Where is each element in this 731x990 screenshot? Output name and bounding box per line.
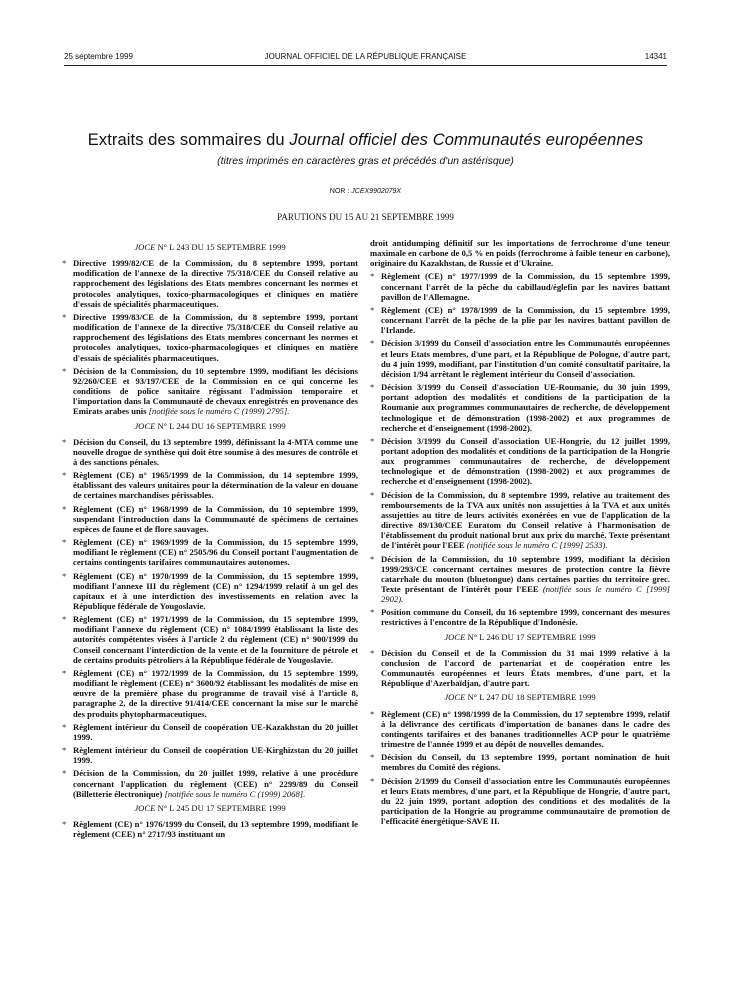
left-column: [62, 238, 358, 842]
asterisk-marker: *: [370, 435, 375, 446]
section-heading: [370, 692, 670, 702]
entry-text: Décision de la Commission, du 20 juillet 1999, relative à une procédure concernant l'application du règlement (CEE) n° 2299/89 du Conseil (Billetterie électronique): [73, 768, 358, 799]
section-journal-abbr: JOCE: [134, 420, 156, 431]
asterisk-marker: *: [62, 537, 67, 548]
entry-item: [62, 504, 358, 534]
asterisk-marker: *: [62, 768, 67, 779]
section-journal-abbr: JOCE: [134, 242, 156, 252]
entry-text: Décision de la Commission, du 10 septembre 1999, modifiant les décisions 92/260/CEE et 93/197/CEE de la Commission en ce qui concerne les conditions de police sanitaire régissant l'admission temporaire et l'importation dans la Communauté de chevaux enregistrés en provenance des Emirats arabes unis: [73, 365, 358, 417]
header-page-number: 14341: [644, 52, 667, 61]
entry-text: Règlement intérieur du Conseil de coopération UE-Kirghizstan du 20 juillet 1999.: [73, 745, 358, 766]
asterisk-marker: *: [370, 775, 375, 786]
asterisk-marker: *: [62, 470, 67, 481]
asterisk-marker: *: [370, 647, 375, 658]
entry-text: Directive 1999/83/CE de la Commission, du 8 septembre 1999, portant modification de l'annexe de la directive 75/318/CEE du Conseil relative au rapprochement des législations des Etats membres concernant les normes et protocoles analytiques, toxico-pharmacologiques et cliniques en matière d'essais de spécialités pharmaceutiques.: [73, 311, 358, 363]
entry-text: Décision 3/1999 du Conseil d'association UE-Roumanie, du 30 juin 1999, portant adoption des modalités et conditions de la participation de la Roumanie aux programmes communautaires de recherche, de développement technologique et de démonstration (1998-2002) et aux programmes de recherche et d'enseignement (1998-2002).: [381, 382, 670, 433]
entry-text: Règlement (CE) n° 1969/1999 de la Commission, du 15 septembre 1999, modifiant le règlement (CE) n° 2505/96 du Conseil portant l'augmentation de certains contingents tarifaires communautaires autonomes.: [73, 537, 358, 568]
entry-item: [370, 554, 670, 605]
entry-item: [62, 470, 358, 500]
asterisk-marker: *: [370, 304, 375, 315]
entry-text: Décision 3/1999 du Conseil d'association UE-Hongrie, du 12 juillet 1999, portant adoption des modalités et conditions de la participation de la Hongrie aux programmes communautaires de recherche, de développement technologique et de démonstration (1998-2002) et aux programmes de recherche et d'enseignement (1998-2002).: [381, 435, 670, 487]
entry-item: [62, 745, 358, 765]
nor-reference: [0, 188, 731, 195]
entry-item: [62, 537, 358, 567]
title-italic: Journal officiel des Communautés européennes: [289, 131, 644, 149]
asterisk-marker: *: [62, 818, 67, 829]
header-rule: [64, 65, 667, 66]
section-journal-abbr: JOCE: [134, 802, 156, 813]
section-journal-abbr: JOCE: [444, 631, 466, 642]
entry-item: [370, 436, 670, 487]
entry-item: [62, 571, 358, 612]
entry-text: Règlement (CE) n° 1978/1999 de la Commission, du 15 septembre 1999, concernant l'arrêt de la pêche de la plie par les navires battant pavillon de l'Irlande.: [381, 304, 670, 336]
page-title: [0, 131, 731, 150]
section-issue: N° L 244 DU 16 SEPTEMBRE 1999: [155, 420, 286, 431]
asterisk-marker: *: [62, 503, 67, 514]
entry-text: Règlement (CE) n° 1972/1999 de la Commission, du 15 septembre 1999, modifiant le règlement (CEE) n° 3600/92 établissant les modalités de mise en œuvre de la première phase du programme de travail visé à l'article 8, paragraphe 2, de la directive 91/414/CEE concernant la mise sur le marché des produits phytopharmaceutiques.: [73, 667, 358, 719]
section-issue: N° L 246 DU 17 SEPTEMBRE 1999: [465, 631, 596, 642]
asterisk-marker: *: [370, 708, 375, 719]
entry-text: Décision 2/1999 du Conseil d'association entre les Communautés européennes et leurs Etats membres, d'une part, et la République de Hongrie, d'autre part, du 22 juin 1999, portant adoption des conditions et des modalités de la participation de la Hongrie au programme communautaire de promotion de l'efficacité énergétique-SAVE II.: [381, 775, 670, 827]
asterisk-marker: *: [370, 752, 375, 763]
header-journal-title: JOURNAL OFFICIEL DE LA RÉPUBLIQUE FRANÇAISE: [264, 52, 467, 61]
entry-notification: (notifiée sous le numéro C [1999] 2902).: [381, 584, 670, 605]
nor-code: JCEX9902079X: [351, 188, 402, 195]
entry-text: Décision du Conseil et de la Commission du 31 mai 1999 relative à la conclusion de l'accord de partenariat et de coopération entre les Communautés européennes et leurs États membres, d'une part, et la République d'Azerbaïdjan, d'autre part.: [381, 647, 670, 689]
page-subtitle: (titres imprimés en caractères gras et précédés d'un astérisque): [217, 155, 514, 167]
section-heading: [62, 421, 358, 431]
entry-item: [370, 709, 670, 750]
entry-text: Règlement (CE) n° 1970/1999 de la Commission, du 15 septembre 1999, modifiant l'annexe III du règlement (CE) n° 1294/1999 relatif à un gel des capitaux et à une interdiction des investissements en relation avec la République fédérale de Yougoslavie.: [73, 570, 358, 611]
header-date: 25 septembre 1999: [64, 52, 133, 61]
entry-item: [370, 648, 670, 689]
entry-item: [370, 338, 670, 379]
entry-item: [62, 722, 358, 742]
asterisk-marker: *: [370, 607, 375, 618]
entry-item: [62, 819, 358, 839]
asterisk-marker: *: [62, 721, 67, 732]
section-issue: N° L 247 DU 18 SEPTEMBRE 1999: [465, 692, 596, 703]
asterisk-marker: *: [62, 436, 67, 447]
entry-item: [370, 382, 670, 433]
entry-text: Décision du Conseil, du 13 septembre 1999, portant nomination de huit membres du Comité des régions.: [381, 752, 670, 773]
asterisk-marker: *: [370, 553, 375, 564]
entry-text: Décision de la Commission, du 8 septembre 1999, relative au traitement des remboursements de la TVA aux unités non assujetties à la TVA et aux unités assujetties au titre de leurs activités exonérées en vue de l'application de la directive 89/130/CEE Euratom du Conseil relative à l'harmonisation de l'établissement du produit national brut aux prix du marché. Texte présentant de l'intérêt pour l'EEE: [381, 489, 670, 551]
right-column: [370, 238, 670, 829]
entry-item: [62, 366, 358, 417]
asterisk-marker: *: [62, 667, 67, 678]
asterisk-marker: *: [370, 489, 375, 500]
asterisk-marker: *: [370, 338, 375, 349]
entry-text: Règlement (CE) n° 1968/1999 de la Commission, du 10 septembre 1999, suspendant l'introduction dans la Communauté de spécimens de certaines espèces de faune et de flore sauvages.: [73, 503, 358, 534]
entry-item: [62, 312, 358, 363]
entry-text: Règlement (CE) n° 1971/1999 de la Commission, du 15 septembre 1999, modifiant l'annexe du règlement (CE) n° 1084/1999 établissant la liste des autorités compétentes visées à l'article 2 du règlement (CE) n° 900/1999 du Conseil concernant l'interdiction de la vente et de la fourniture de pétrole et de certains produits pétroliers à la République fédérale de Yougoslavie.: [73, 614, 358, 665]
section-heading: [62, 803, 358, 813]
entry-notification: (notifiée sous le numéro C [1999] 2533).: [464, 540, 608, 551]
nor-label: NOR :: [329, 188, 352, 195]
asterisk-marker: *: [62, 365, 67, 376]
asterisk-marker: *: [370, 271, 375, 282]
entry-text: Décision du Conseil, du 13 septembre 1999, définissant la 4-MTA comme une nouvelle drogue de synthèse qui doit être soumise à des mesures de contrôle et à des sanctions pénales.: [73, 436, 358, 467]
entry-item: [370, 776, 670, 827]
title-prefix: Extraits des sommaires du: [87, 131, 290, 149]
entry-text: Règlement (CE) n° 1977/1999 de la Commission, du 15 septembre 1999, concernant l'arrêt de la pêche du cabillaud/églefin par les navires battant pavillon de l'Allemagne.: [381, 271, 670, 302]
entry-text: Décision 3/1999 du Conseil d'association entre les Communautés européennes et leurs Etats membres, d'une part, et la République de Pologne, d'autre part, du 4 juin 1999, modifiant, par l'institution d'un comité consultatif paritaire, la décision 1/94 arrêtant le règlement intérieur du Conseil d'association.: [381, 338, 670, 379]
parutions-heading: PARUTIONS DU 15 AU 21 SEPTEMBRE 1999: [277, 212, 454, 222]
entry-text: Règlement (CE) n° 1998/1999 de la Commission, du 17 septembre 1999, relatif à la délivrance des certificats d'importation de bananes dans le cadre des contingents tarifaires et des bananes traditionnelles ACP pour le quatrième trimestre de l'année 1999 et au dépôt de nouvelles demandes.: [381, 708, 670, 750]
entry-notification: [notifiée sous le numéro C (1999) 2795].: [146, 406, 290, 417]
entry-item: [62, 437, 358, 467]
entry-item: [370, 490, 670, 551]
section-heading: [370, 632, 670, 642]
entry-text: droit antidumping définitif sur les importations de ferrochrome d'une teneur maximale en carbone de 0,5 % en poids (ferrochrome à faible teneur en carbone), originaire du Kazakhstan, de Russie et d'Ukraine.: [370, 238, 670, 269]
entry-text: Règlement intérieur du Conseil de coopération UE-Kazakhstan du 20 juillet 1999.: [73, 721, 358, 742]
asterisk-marker: *: [62, 311, 67, 322]
entry-text: Directive 1999/82/CE de la Commission, du 8 septembre 1999, portant modification de l'annexe de la directive 75/318/CEE du Conseil relative au rapprochement des législations des Etats membres concernant les normes et protocoles analytiques, toxico-pharmacologiques et cliniques en matière d'essais de spécialités pharmaceutiques.: [73, 258, 358, 309]
continued-entry: [370, 238, 670, 268]
section-issue: N° L 245 DU 17 SEPTEMBRE 1999: [155, 802, 286, 813]
asterisk-marker: *: [370, 382, 375, 393]
entry-item: [62, 258, 358, 309]
section-journal-abbr: JOCE: [444, 692, 466, 703]
entry-text: Règlement (CE) n° 1976/1999 du Conseil, du 13 septembre 1999, modifiant le règlement (CEE) n° 2717/93 instituant un: [73, 818, 358, 840]
entry-text: Décision de la Commission, du 10 septembre 1999, modifiant la décision 1999/293/CE concernant certaines mesures de protection contre la fièvre catarrhale du mouton (bluetongue) dans certaines parties du territoire grec. Texte présentant de l'intérêt pour l'EEE: [381, 553, 670, 594]
entry-item: [62, 768, 358, 798]
entry-item: [370, 305, 670, 335]
asterisk-marker: *: [62, 570, 67, 581]
asterisk-marker: *: [62, 745, 67, 756]
section-issue: N° L 243 DU 15 SEPTEMBRE 1999: [155, 242, 286, 252]
entry-notification: [notifiée sous le numéro C (1999) 2068].: [162, 788, 306, 799]
entry-item: [370, 752, 670, 772]
entry-item: [370, 271, 670, 301]
section-heading: [62, 242, 358, 252]
entry-item: [62, 614, 358, 665]
entry-item: [62, 668, 358, 719]
entry-text: Position commune du Conseil, du 16 septembre 1999, concernant des mesures restrictives à l'encontre de la République d'Indonésie.: [381, 607, 670, 628]
asterisk-marker: *: [62, 614, 67, 625]
entry-text: Règlement (CE) n° 1965/1999 de la Commission, du 14 septembre 1999, établissant des valeurs unitaires pour la détermination de la valeur en douane de certaines marchandises périssables.: [73, 470, 358, 501]
asterisk-marker: *: [62, 258, 67, 269]
entry-item: [370, 607, 670, 627]
